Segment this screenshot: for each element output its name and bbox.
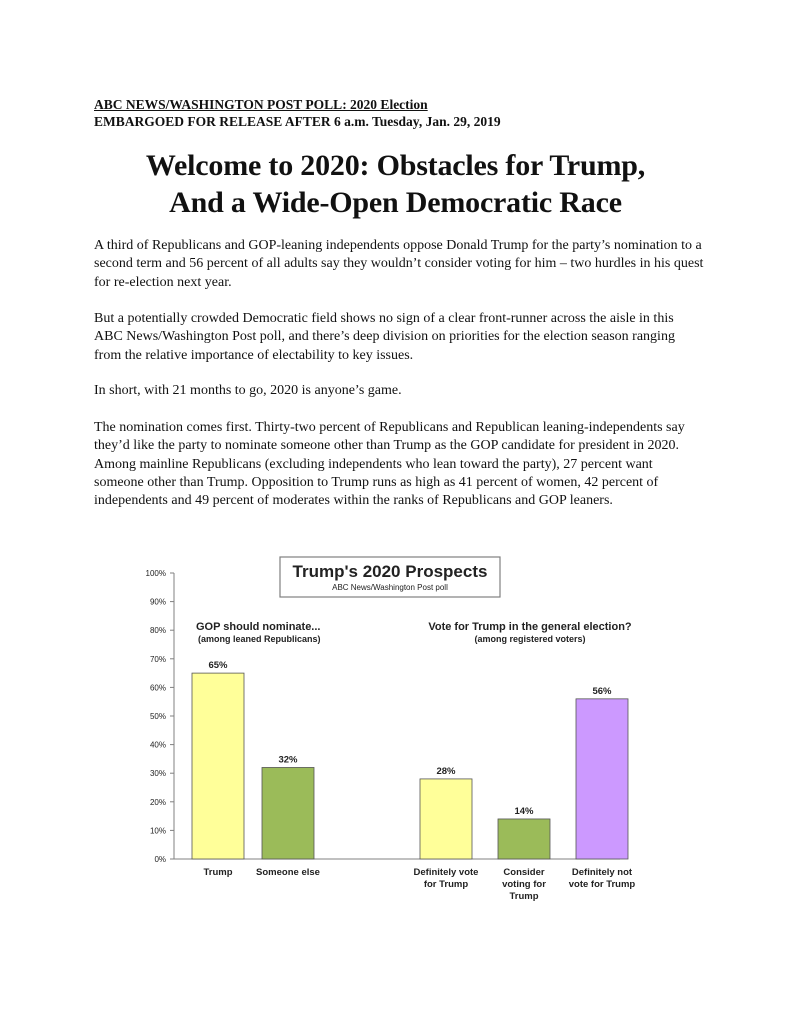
chart-title-box	[280, 557, 500, 597]
embargo-notice: EMBARGOED FOR RELEASE AFTER 6 a.m. Tuesday, Jan. 29, 2019	[94, 114, 501, 129]
group-subtitle: (among leaned Republicans)	[198, 634, 321, 644]
bar-value-label: 28%	[436, 765, 456, 777]
poll-header: ABC NEWS/WASHINGTON POST POLL: 2020 Election	[94, 97, 428, 112]
x-category-label: Definitely vote	[413, 867, 479, 878]
bar	[262, 767, 314, 859]
x-category-label: Someone else	[256, 867, 320, 878]
bar	[498, 819, 550, 859]
paragraph-4: The nomination comes first. Thirty-two percent of Republicans and Republican leaning-independents say they’d like the party to nominate someone other than Trump as the GOP candidate for president in 2020. Among mainline Republicans (excluding independents who lean toward the party), 27 percent want someone other than Trump. Opposition to Trump runs as high as 41 percent of women, 42 percent of independents and 49 percent of moderates within the ranks of Republicans and GOP leaners.	[94, 420, 685, 509]
group-subtitle: (among registered voters)	[474, 634, 586, 644]
y-tick-label: 80%	[149, 626, 166, 636]
y-tick-label: 0%	[154, 855, 166, 864]
y-tick-label: 10%	[149, 826, 166, 836]
chart-title: Trump's 2020 Prospects	[292, 562, 488, 581]
bar	[420, 779, 472, 859]
bar-value-label: 14%	[514, 805, 534, 817]
y-tick-label: 90%	[149, 597, 166, 607]
paragraph-2: But a potentially crowded Democratic field shows no sign of a clear front-runner across the aisle in this ABC News/Washington Post poll, and there’s deep division on priorities for the election season ranging from the relative importance of electability to key issues.	[94, 311, 675, 363]
headline-line-1: Welcome to 2020: Obstacles for Trump,	[145, 149, 646, 182]
group-titles	[196, 621, 632, 644]
paragraph-1: A third of Republicans and GOP-leaning independents oppose Donald Trump for the party’s nomination to a second term and 56 percent of all adults say they wouldn’t consider voting for him – two hurdles in his quest for re-election next year.	[94, 238, 704, 290]
y-tick-label: 20%	[149, 797, 166, 807]
group-title: Vote for Trump in the general election?	[428, 621, 632, 633]
x-axis-labels	[203, 867, 635, 902]
x-category-label: Trump	[203, 867, 233, 878]
y-tick-label: 30%	[149, 769, 166, 779]
bar-value-label: 32%	[278, 754, 298, 766]
x-category-label: Consider	[503, 867, 545, 878]
x-category-label: for Trump	[423, 879, 469, 890]
bar-value-label: 56%	[592, 685, 612, 697]
chart-subtitle: ABC News/Washington Post poll	[332, 583, 448, 592]
y-tick-label: 50%	[149, 712, 166, 721]
x-category-label: voting for	[502, 879, 546, 890]
group-title: GOP should nominate...	[196, 621, 321, 633]
y-tick-label: 70%	[149, 654, 166, 664]
x-category-label: vote for Trump	[568, 879, 636, 890]
x-category-label: Definitely not	[571, 867, 633, 878]
bars	[192, 660, 628, 859]
headline-line-2: And a Wide-Open Democratic Race	[169, 186, 622, 219]
paragraph-3: In short, with 21 months to go, 2020 is anyone’s game.	[94, 383, 402, 398]
bar-value-label: 65%	[208, 660, 228, 672]
y-tick-label: 100%	[145, 569, 166, 578]
y-tick-label: 40%	[149, 740, 166, 750]
prospects-chart	[120, 553, 660, 908]
bar	[576, 699, 628, 859]
x-category-label: Trump	[509, 891, 539, 902]
y-tick-label: 60%	[149, 683, 166, 693]
bar	[192, 673, 244, 859]
